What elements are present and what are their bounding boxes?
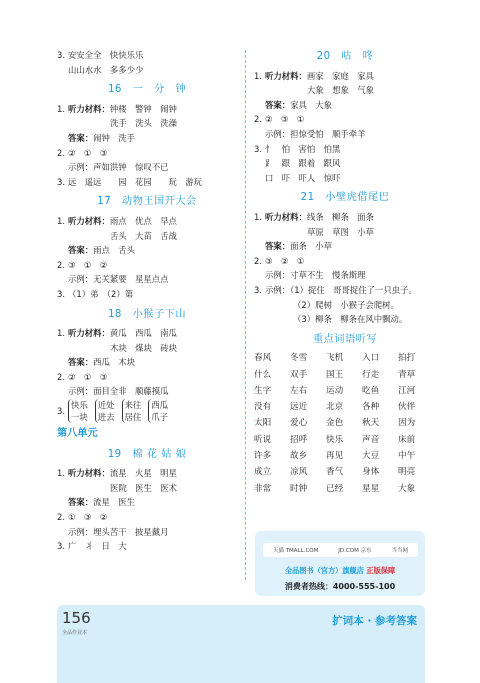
list-item: 1. 听力材料： 画家 家庭 家具 (254, 70, 374, 81)
dictation-word: 明亮 (398, 467, 416, 478)
list-item: 山山水水 多多少少 (68, 64, 144, 75)
list-item: 木块 煤块 砖块 (110, 342, 177, 353)
section-title-19: 19 棉 花 姑 娘 (107, 448, 187, 460)
word-pair: 来往 居住 (122, 399, 142, 423)
example-line: 示例：声如洪钟 惊叹不已 (68, 162, 169, 173)
list-item: 大象 想象 气象 (307, 85, 374, 96)
list-item: 舌头 大苗 舌战 (110, 230, 177, 241)
dictation-word: 时钟 (290, 483, 308, 494)
unit-title: 第八单元 (57, 428, 98, 440)
list-item: 1. 听力材料： 钟楼 警钟 闹钟 (57, 103, 177, 114)
dictation-word: 行走 (362, 369, 380, 380)
list-item: 1. 听力材料： 线条 柳条 面条 (254, 211, 374, 222)
section-title-17: 17 动物王国开大会 (97, 196, 197, 208)
list-item: 3. 远 遥远 园 花园 玩 游玩 (57, 176, 202, 187)
dictation-word: 已经 (326, 483, 344, 494)
tmall-logo: 天猫 TMALL.COM (272, 548, 319, 554)
dictation-word: 双手 (290, 369, 308, 380)
dictation-word: 太阳 (254, 418, 272, 429)
dictation-word: 春风 (254, 353, 272, 364)
dictation-word: 国王 (326, 369, 344, 380)
list-item: 3. 示例：（1）捉住 哥哥捉住了一只虫子。 (254, 284, 417, 295)
word-grid (254, 351, 436, 496)
answer-line: 答案：面条 小草 (265, 241, 332, 252)
list-item: 3. 忄 怕 害怕 怕黑 (254, 143, 341, 154)
page-number: 156 (62, 609, 91, 627)
section-title-21: 21 小壁虎借尾巴 (300, 192, 390, 204)
dangdang-logo: 当当网 (391, 548, 409, 554)
dictation-word: 招呼 (290, 434, 308, 445)
dictation-word: 秋天 (362, 418, 380, 429)
list-item: 3. 广 丬 日 大 (57, 541, 127, 552)
dictation-word: 什么 (254, 369, 272, 380)
left-column (57, 48, 237, 554)
dictation-word: 快乐 (326, 434, 344, 445)
brand-label: 全品作业本 (62, 630, 88, 636)
word-pair: 西瓜 爪子 (148, 399, 168, 423)
dictation-word: 因为 (398, 418, 416, 429)
dictation-word: 凉风 (290, 467, 308, 478)
dictation-word: 入口 (362, 353, 380, 364)
answer-line: 答案：流星 医生 (68, 497, 135, 508)
dictation-word: 各种 (362, 402, 380, 413)
example-line: 示例：埋头苦干 披星戴月 (68, 526, 169, 537)
dictation-word: 成立 (254, 467, 272, 478)
dictation-word: 再见 (326, 451, 344, 462)
page-footer (57, 605, 425, 683)
example-line: 示例：寸草不生 慢条斯理 (265, 270, 366, 281)
answer-line: 答案：家具 大象 (265, 99, 332, 110)
example-line: 示例：面目全非 顺藤摸瓜 (68, 386, 169, 397)
answer-line: 答案：西瓜 木块 (68, 357, 135, 368)
list-item: （3）柳条 柳条在风中飘动。 (293, 314, 408, 325)
list-item: 口 吓 吓人 惊吓 (265, 172, 341, 183)
list-item: 2. ③ ② ① (254, 255, 305, 266)
dictation-word: 身体 (362, 467, 380, 478)
word-pairs (68, 399, 175, 423)
dictation-title: 重点词语听写 (312, 333, 378, 345)
dictation-word: 伙伴 (398, 402, 416, 413)
dictation-word: 故乡 (290, 451, 308, 462)
list-item: 医院 医生 医术 (110, 482, 177, 493)
example-line: 示例：无关紧要 星星点点 (68, 274, 169, 285)
dictation-word: 床前 (398, 434, 416, 445)
hotline: 消费者热线：4000-555-100 (284, 582, 396, 591)
dictation-word: 冬雪 (290, 353, 308, 364)
dictation-word: 吃鱼 (362, 385, 380, 396)
dictation-word: 爱心 (290, 418, 308, 429)
dictation-word: 金色 (326, 418, 344, 429)
dictation-word: 运动 (326, 385, 344, 396)
dictation-word: 大豆 (362, 451, 380, 462)
jd-logo: JD.COM 京东 (338, 548, 372, 554)
dictation-word: 香气 (326, 467, 344, 478)
list-item: （2）爬树 小猴子会爬树。 (293, 299, 399, 310)
list-item: 2. ③ ① ② (57, 259, 108, 270)
dictation-word: 星星 (362, 483, 380, 494)
dictation-word: 非常 (254, 483, 272, 494)
list-item: 2. ② ③ ① (254, 114, 305, 125)
store-banner (255, 531, 425, 596)
dictation-word: 江河 (398, 385, 416, 396)
section-title-18: 18 小猴子下山 (107, 308, 187, 320)
dictation-word: 北京 (326, 402, 344, 413)
list-item: 1. 听力材料： 雨点 优点 早点 (57, 215, 177, 226)
dictation-word: 青草 (398, 369, 416, 380)
store-name: 全品图书（官方）旗舰店 正版保障 (284, 566, 396, 575)
answer-line: 答案：雨点 舌头 (68, 245, 135, 256)
list-item: ⻊ 跟 跟着 跟风 (265, 158, 341, 169)
dictation-word: 远近 (290, 402, 308, 413)
list-item: 1. 听力材料： 流星 火星 明星 (57, 468, 177, 479)
dictation-word: 没有 (254, 402, 272, 413)
list-item: 2. ② ① ③ (57, 371, 108, 382)
list-item: 3. 快乐 一块 近处 进去 来往 居住 西瓜 爪子 (57, 399, 237, 423)
word-pair: 快乐 一块 (68, 399, 88, 423)
section-title-20: 20 咕 咚 (316, 51, 374, 62)
section-title-16: 16 一 分 钟 (107, 84, 187, 96)
list-item: 草原 草图 小草 (307, 226, 374, 237)
list-item: 2. ① ③ ② (57, 512, 108, 523)
dictation-word: 飞机 (326, 353, 344, 364)
right-column (254, 48, 436, 496)
dictation-word: 拍打 (398, 353, 416, 364)
list-item: 3. （1）弟 （2）第 (57, 288, 134, 299)
example-line: 示例：担惊受怕 顺手牵羊 (265, 128, 366, 139)
dictation-word: 左右 (290, 385, 308, 396)
list-item: 3. 安安全全 快快乐乐 (57, 50, 144, 60)
list-item: 1. 听力材料： 黄瓜 西瓜 南瓜 (57, 328, 177, 339)
list-item: 2. ② ① ③ (57, 147, 108, 158)
word-pair: 近处 进去 (95, 399, 115, 423)
dictation-word: 中午 (398, 451, 416, 462)
dictation-word: 声音 (362, 434, 380, 445)
column-divider (245, 50, 246, 580)
footer-title: 扩词本 · 参考答案 (332, 615, 417, 627)
dictation-word: 听说 (254, 434, 272, 445)
dictation-word: 许多 (254, 451, 272, 462)
dictation-word: 大象 (398, 483, 416, 494)
store-logos (263, 543, 418, 557)
dictation-word: 生字 (254, 385, 272, 396)
list-item: 洗手 洗头 洗澡 (110, 118, 177, 129)
answer-line: 答案：闹钟 洗手 (68, 132, 135, 143)
